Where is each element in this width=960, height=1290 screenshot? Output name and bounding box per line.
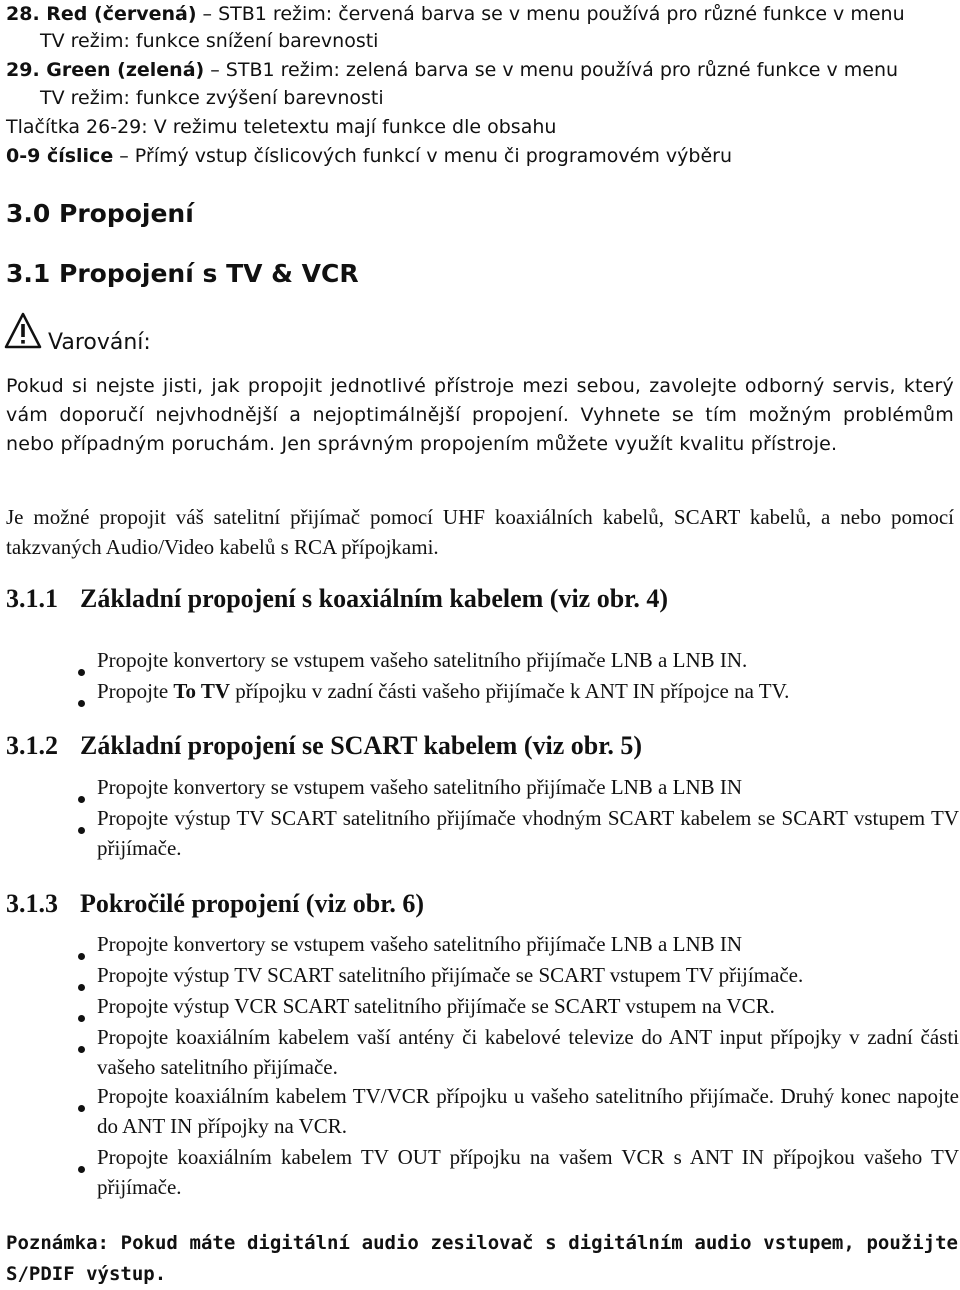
s313-bullet-6: Propojte koaxiálním kabelem TV OUT přípojku na vašem VCR s ANT IN přípojkou vašeho TV přijímače. (97, 1145, 959, 1199)
bullet-dot (78, 784, 85, 809)
s311-b2-post: přípojku v zadní části vašeho přijímače k ANT IN přípojce na TV. (230, 679, 790, 703)
bullet-dot (78, 1034, 85, 1059)
s313-bullet-5: Propojte koaxiálním kabelem TV/VCR přípojku u vašeho satelitního přijímače. Druhý konec napojte do ANT IN přípojky na VCR. (97, 1084, 959, 1138)
item-29-text: – STB1 režim: zelená barva se v menu používá pro různé funkce v menu (204, 59, 899, 81)
digits-label: 0-9 číslice (6, 145, 114, 167)
section-3-0-heading: 3.0 Propojení (6, 199, 194, 228)
bullet-dot (78, 941, 85, 966)
item-28-label: 28. Red (červená) (6, 3, 197, 25)
heading-number: 3.1.1 (6, 584, 58, 613)
section-3-1-2-heading (6, 733, 642, 759)
warning-title: Varování: (48, 330, 151, 355)
bullet-dot (78, 688, 85, 713)
item-28-text: – STB1 režim: červená barva se v menu používá pro různé funkce v menu (196, 3, 905, 25)
s311-bullet-2 (97, 676, 959, 706)
s311-b2-bold: To TV (173, 679, 231, 703)
bullet-dot (78, 815, 85, 840)
s313-bullet-3: Propojte výstup VCR SCART satelitního přijímače se SCART vstupem na VCR. (97, 994, 775, 1018)
digits-line (6, 142, 732, 169)
heading-text: Základní propojení s koaxiálním kabelem (viz obr. 4) (80, 584, 668, 613)
s311-b2-pre: Propojte (97, 679, 174, 703)
bullet-dot (78, 972, 85, 997)
s312-bullet-1: Propojte konvertory se vstupem vašeho satelitního přijímače LNB a LNB IN (97, 775, 743, 799)
s313-bullet-4: Propojte koaxiálním kabelem vaší antény či kabelové televize do ANT input přípojky v zadní části vašeho satelitního přijímače. (97, 1025, 959, 1079)
s313-bullet-1: Propojte konvertory se vstupem vašeho satelitního přijímače LNB a LNB IN (97, 932, 743, 956)
item-29-label: 29. Green (zelená) (6, 59, 205, 81)
bullet-dot (78, 657, 85, 682)
s312-bullet-2: Propojte výstup TV SCART satelitního přijímače vhodným SCART kabelem se SCART vstupem TV přijímače. (97, 806, 959, 860)
section-3-1-heading: 3.1 Propojení s TV & VCR (6, 259, 359, 288)
s311-bullet-1: Propojte konvertory se vstupem vašeho satelitního přijímače LNB a LNB IN. (97, 648, 748, 672)
bullet-dot (78, 1003, 85, 1028)
heading-text: Základní propojení se SCART kabelem (viz obr. 5) (80, 731, 643, 760)
item-28-line2: TV režim: funkce snížení barevnosti (40, 30, 379, 52)
section-3-1-1-heading (6, 586, 668, 612)
warning-triangle-icon (4, 312, 42, 350)
heading-text: Pokročilé propojení (viz obr. 6) (80, 889, 425, 918)
section-3-1-3-heading (6, 891, 424, 917)
note-paragraph: Poznámka: Pokud máte digitální audio zesilovač s digitálním audio vstupem, použijte S/PDIF výstup. (6, 1232, 958, 1285)
s313-bullet-2: Propojte výstup TV SCART satelitního přijímače se SCART vstupem TV přijímače. (97, 963, 804, 987)
buttons-note: Tlačítka 26-29: V režimu teletextu mají funkce dle obsahu (6, 116, 557, 138)
heading-number: 3.1.3 (6, 889, 58, 918)
intro-paragraph: Je možné propojit váš satelitní přijímač pomocí UHF koaxiálních kabelů, SCART kabelů, a nebo pomocí takzvaných Audio/Video kabelů s RCA přípojkami. (6, 505, 954, 559)
digits-text: – Přímý vstup číslicových funkcí v menu či programovém výběru (113, 145, 733, 167)
list-item-29 (6, 56, 898, 83)
item-29-line2: TV režim: funkce zvýšení barevnosti (40, 87, 384, 109)
bullet-dot (78, 1154, 85, 1179)
warning-text: Pokud si nejste jisti, jak propojit jednotlivé přístroje mezi sebou, zavolejte odborný servis, který vám doporučí nejvhodnější a nejoptimálnější propojení. Vyhnete se tím možným problémům nebo případným poruchám. Jen správným propojením můžete využít kvalitu přístroje. (6, 375, 954, 455)
list-item-28 (6, 0, 905, 27)
bullet-dot (78, 1093, 85, 1118)
heading-number: 3.1.2 (6, 731, 58, 760)
